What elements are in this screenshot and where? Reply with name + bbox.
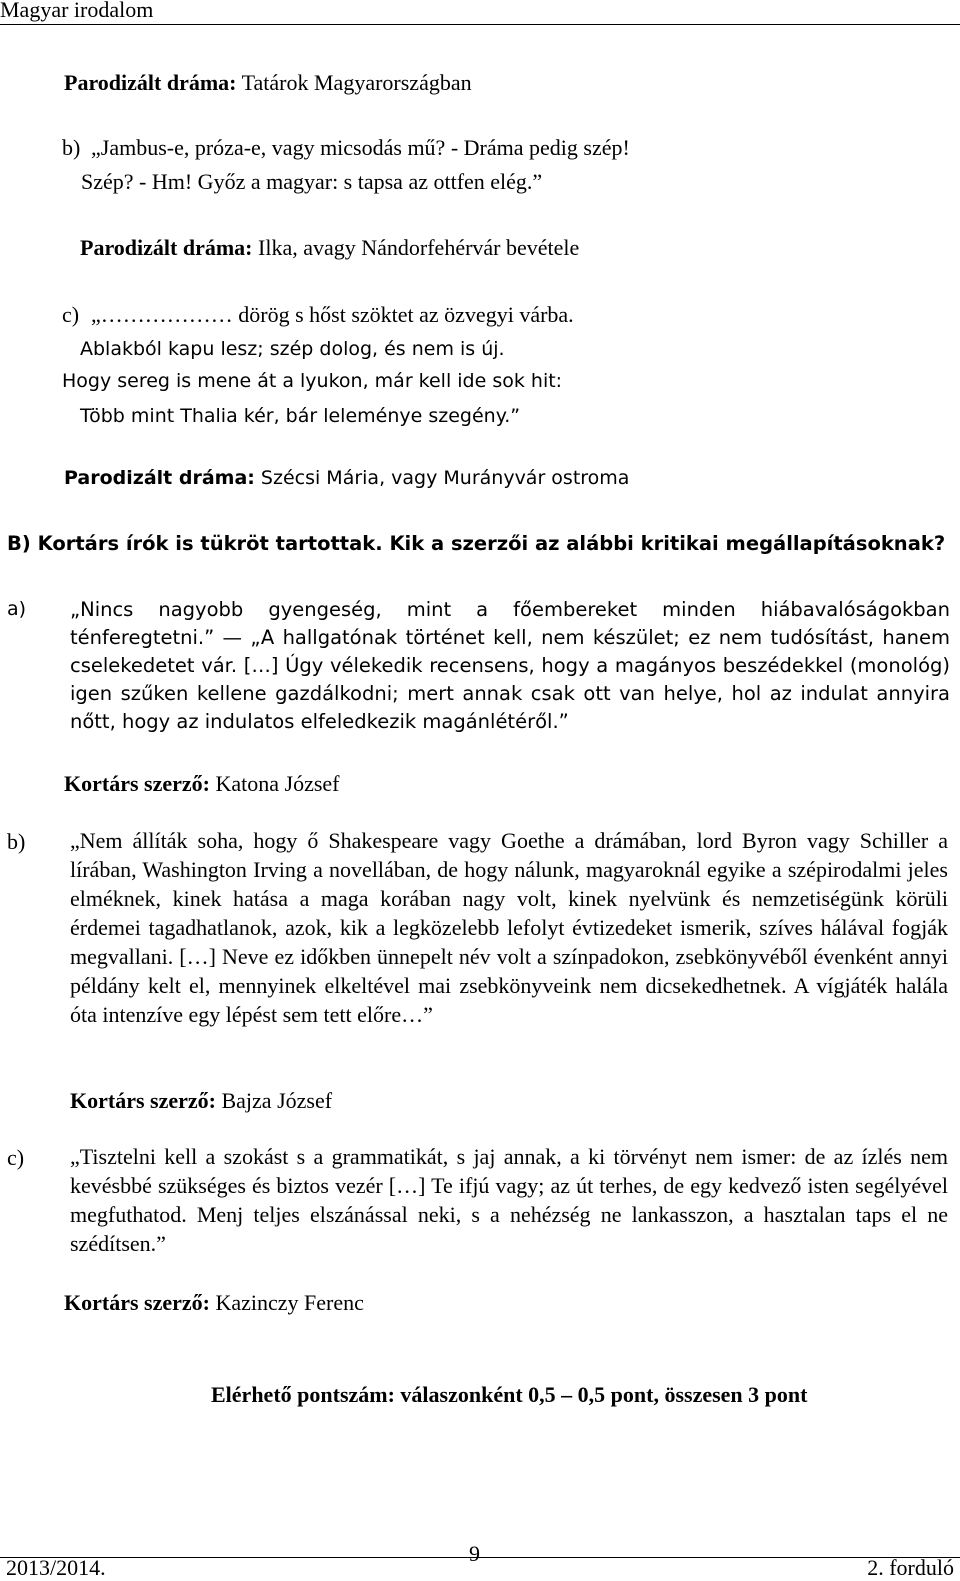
quote-c-answer (64, 1290, 364, 1316)
item-c-answer (64, 467, 629, 489)
item-b-answer (80, 235, 579, 261)
answer-value: Bajza József (221, 1088, 333, 1113)
item-c-label: c) (62, 302, 80, 327)
header-rule (0, 24, 960, 25)
item-c-verse-line: Hogy sereg is mene át a lyukon, már kell ide sok hit: (62, 370, 563, 392)
answer-value: Katona József (215, 771, 340, 796)
quote-b-label: b) (7, 829, 26, 854)
footer-page-number: 9 (469, 1541, 480, 1566)
answer-label: Parodizált dráma: (64, 70, 237, 95)
item-b-label: b) (62, 135, 81, 160)
answer-label: Parodizált dráma: (64, 467, 255, 489)
quote-c-label: c) (7, 1145, 25, 1170)
answer-value: Szécsi Mária, vagy Murányvár ostroma (260, 467, 630, 489)
item-c-verse-line: Több mint Thalia kér, bár leleménye szegény.” (80, 405, 521, 427)
answer-label: Kortárs szerző: (64, 771, 210, 796)
item-a-answer (64, 70, 472, 96)
quote-b-text: „Nem állíták soha, hogy ő Shakespeare vagy Goethe a drámában, lord Byron vagy Schiller a lírában, Washington Irving a novellában, de hogy nálunk, magyaroknál egyike a szépirodalmi jeles elméknek, kinek hatása a maga korában nagy volt, kinek nyelvünk és nemzetiségünk körüli érdemei tagadhatlanok, azok, kik a legközelebb lefolyt évtizedeket ismerik, szíves hálával fogják megvallani. […] Neve ez időkben ünnepelt név volt a színpadokon, zsebkönyvéből évenként annyi példány kelt el, mennyinek elkeltével mai zsebkönyveink nem dicsekedhetnek. A vígjáték halála óta intenzíve egy lépést sem tett előre…” (70, 828, 948, 1027)
answer-value: Ilka, avagy Nándorfehérvár bevétele (258, 235, 580, 260)
answer-label: Kortárs szerző: (70, 1088, 216, 1113)
answer-value: Tatárok Magyarországban (241, 70, 472, 95)
item-c-verse-line: „……………… dörög s hőst szöktet az özvegyi várba. (91, 302, 574, 327)
quote-a-label: a) (7, 598, 27, 620)
item-b-verse-line: Szép? - Hm! Győz a magyar: s tapsa az ottfen elég.” (81, 169, 543, 194)
footer-year: 2013/2014. (6, 1555, 106, 1580)
item-b-verse-line: „Jambus-e, próza-e, vagy micsodás mű? - Dráma pedig szép! (91, 135, 630, 160)
answer-value: Kazinczy Ferenc (215, 1290, 364, 1315)
answer-label: Parodizált dráma: (80, 235, 253, 260)
footer-round: 2. forduló (867, 1555, 954, 1580)
answer-label: Kortárs szerző: (64, 1290, 210, 1315)
score-summary: Elérhető pontszám: válaszonként 0,5 – 0,5 pont, összesen 3 pont (211, 1382, 808, 1407)
quote-a-text: „Nincs nagyobb gyengeség, mint a főembereket minden hiábavalóságokban ténferegtetni.” — „A hallgatónak történet kell, nem készület; ez nem tudósítást, hanem cselekedetet vár. […] Úgy vélekedik recensens, hogy a magányos beszédekkel (monológ) igen szűken kellene gazdálkodni; mert annak csak ott van helye, hol az indulat annyira nőtt, hogy az indulatos elfeledkezik magánlétéről.” (70, 598, 950, 733)
quote-b-answer (70, 1088, 332, 1114)
section-b-heading: B) Kortárs írók is tükröt tartottak. Kik a szerzői az alábbi kritikai megállapításoknak? (7, 532, 946, 555)
page-header-title: Magyar irodalom (0, 0, 154, 22)
footer-rule (0, 1557, 960, 1558)
quote-c-text: „Tisztelni kell a szokást s a grammatikát, s jaj annak, a ki törvényt nem ismer: de az ízlés nem kevésbbé szükséges és biztos vezér […] Te ifjú vagy; az út terhes, de egy kedvező isten segélyével megfuthatod. Menj teljes elszánással neki, s a nehézség ne lankasszon, a hasztalan taps el ne szédítsen.” (70, 1144, 948, 1256)
item-c-verse-line: Ablakból kapu lesz; szép dolog, és nem is új. (80, 338, 505, 360)
quote-a-answer (64, 771, 340, 797)
